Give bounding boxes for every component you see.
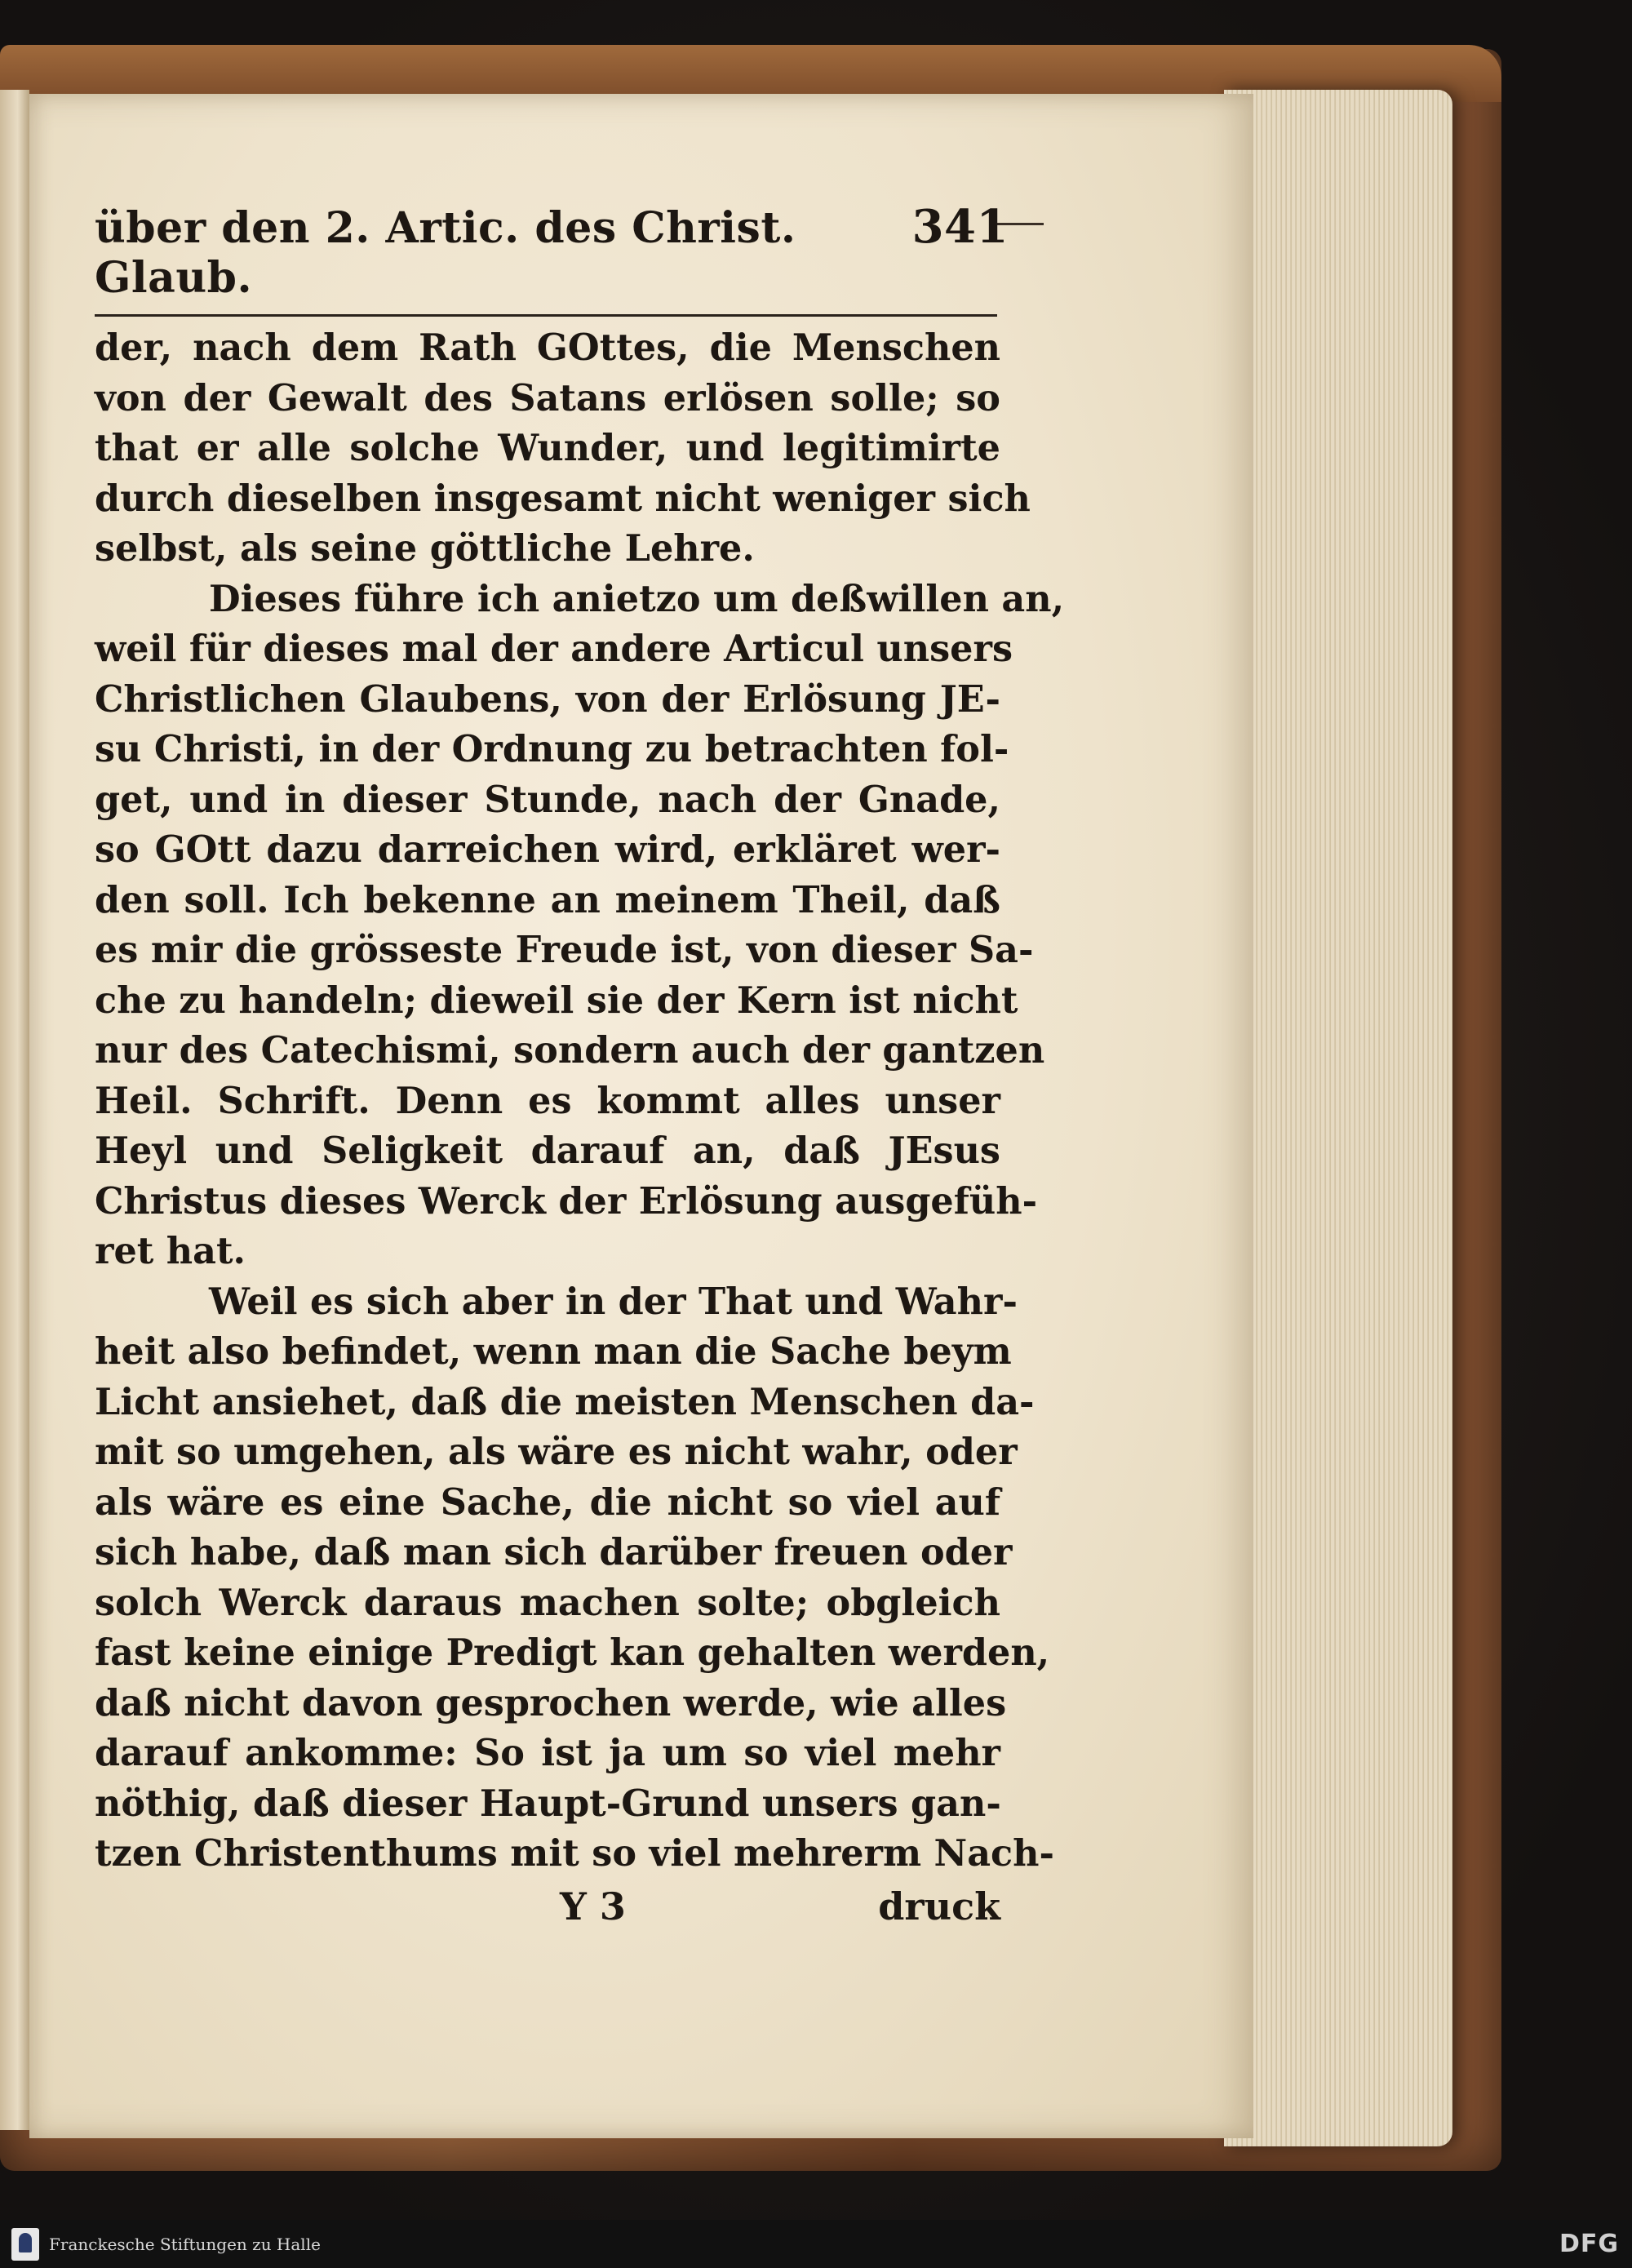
page-foot (95, 1884, 1000, 1928)
text-line: che zu handeln; dieweil sie der Kern ist nicht (95, 979, 1018, 1022)
running-header (95, 200, 1009, 303)
dfg-logo: DFG (1559, 2230, 1619, 2258)
book-page (29, 94, 1253, 2138)
text-line: Heil. Schrift. Denn es kommt alles unser (95, 1079, 1000, 1122)
text-line: heit also befindet, wenn man die Sache beym (95, 1330, 1012, 1373)
running-head: über den 2. Artic. des Christ. Glaub. (95, 203, 796, 303)
text-block (95, 200, 1065, 1928)
text-line: durch dieselben insgesamt nicht weniger sich (95, 477, 1031, 520)
body-text (95, 323, 1065, 1880)
text-line: Weil es sich aber in der That und Wahr- (209, 1280, 1018, 1323)
text-line: so GOtt dazu darreichen wird, erkläret wer- (95, 828, 1000, 871)
text-line: der, nach dem Rath GOttes, die Menschen (95, 326, 1000, 369)
text-line: von der Gewalt des Satans erlösen solle; so (95, 376, 1000, 419)
page-number: 341 (911, 200, 1009, 254)
text-line: sich habe, daß man sich darüber freuen oder (95, 1531, 1013, 1573)
text-line: weil für dieses mal der andere Articul unsers (95, 628, 1013, 670)
text-line: daß nicht davon gesprochen werde, wie alles (95, 1681, 1007, 1724)
text-line: nöthig, daß dieser Haupt-Grund unsers gan- (95, 1782, 1001, 1825)
text-line: Licht ansiehet, daß die meisten Menschen da- (95, 1380, 1035, 1423)
text-line: tzen Christenthums mit so viel mehrerm Nach- (95, 1832, 1054, 1875)
text-line: mit so umgehen, als wäre es nicht wahr, oder (95, 1431, 1018, 1473)
header-rule (95, 314, 997, 317)
text-line: es mir die grösseste Freude ist, von dieser Sa- (95, 929, 1034, 971)
text-line: solch Werck daraus machen solte; obgleich (95, 1581, 1000, 1624)
text-line: den soll. Ich bekenne an meinem Theil, daß (95, 878, 1000, 921)
page-block-edges (1224, 90, 1452, 2146)
left-page-edge (0, 90, 29, 2130)
viewer-footer (0, 2220, 1632, 2268)
text-line: Heyl und Seligkeit darauf an, daß JEsus (95, 1130, 1000, 1172)
text-line: ret hat. (95, 1230, 246, 1272)
text-line: that er alle solche Wunder, und legitimirte (95, 427, 1000, 469)
text-line: nur des Catechismi, sondern auch der gantzen (95, 1029, 1045, 1072)
text-line: selbst, als seine göttliche Lehre. (95, 527, 755, 570)
signature-mark: Y 3 (560, 1884, 626, 1928)
text-line: als wäre es eine Sache, die nicht so viel auf (95, 1480, 1000, 1524)
institution-name: Franckesche Stiftungen zu Halle (49, 2234, 321, 2254)
text-line: Christus dieses Werck der Erlösung ausgefüh- (95, 1179, 1038, 1223)
institution-credit (0, 2228, 321, 2261)
institution-logo-icon (11, 2228, 39, 2261)
text-line: fast keine einige Predigt kan gehalten werden, (95, 1631, 1050, 1674)
text-line: Dieses führe ich anietzo um deßwillen an, (209, 577, 1065, 620)
text-line: get, und in dieser Stunde, nach der Gnade, (95, 778, 1000, 821)
text-line: Christlichen Glaubens, von der Erlösung JE- (95, 677, 1000, 721)
text-line: darauf ankomme: So ist ja um so viel mehr (95, 1732, 1000, 1774)
catchword: druck (878, 1884, 1000, 1928)
text-line: su Christi, in der Ordnung zu betrachten fol- (95, 728, 1009, 770)
